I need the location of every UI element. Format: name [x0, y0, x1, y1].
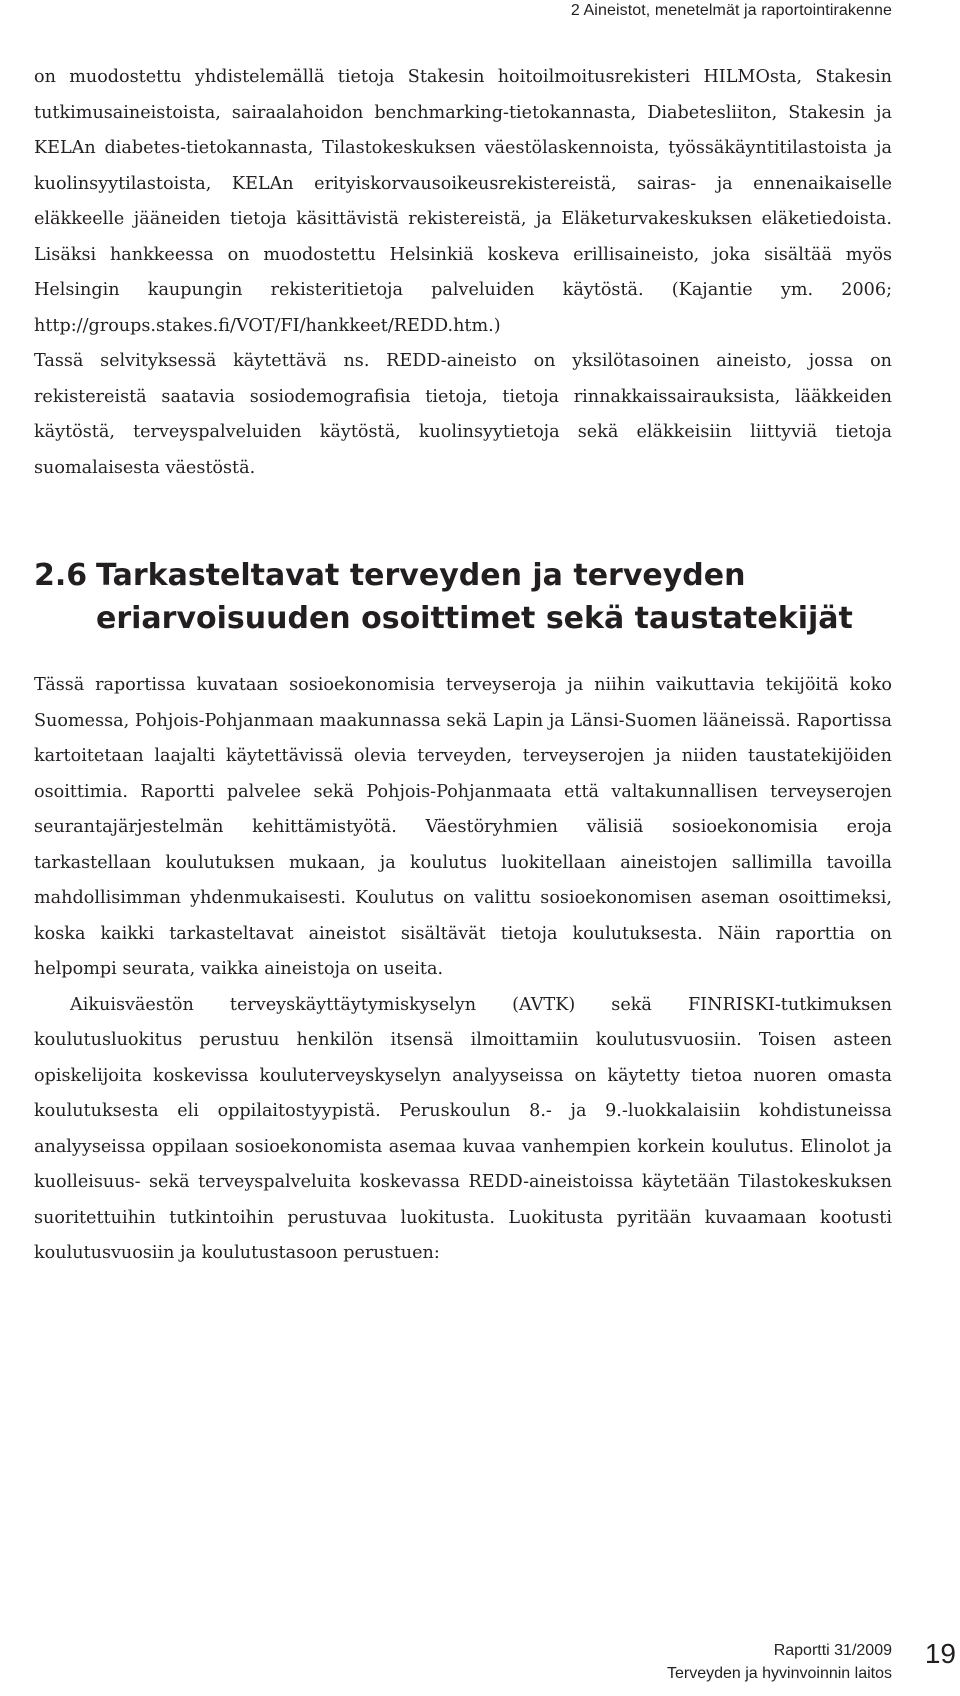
continued-text — [34, 60, 892, 486]
running-header: 2 Aineistot, menetelmät ja raportointirakenne — [570, 2, 892, 19]
section-heading — [34, 554, 892, 640]
page-number: 19 — [924, 1638, 956, 1669]
paragraph: Aikuisväestön terveyskäyttäytymiskyselyn (AVTK) sekä FINRISKI-tutkimuksen koulutusluokitus perustuu henkilön itsensä ilmoittamiin koulutusvuosiin. Toisen asteen opiskelijoita koskevissa kouluterveyskyselyn analyyseissa on käytetty tietoa nuoren omasta koulutuksesta eli oppilaitostyypistä. Peruskoulun 8.- ja 9.-luokkalaisiin kohdistuneissa analyyseissa oppilaan sosioekonomista asemaa kuvaa vanhempien korkein koulutus. Elinolot ja kuolleisuus- sekä terveyspalveluita koskevassa REDD-aineistoissa käytetään Tilastokeskuksen suoritettuihin tutkintoihin perustuvaa luokitusta. Luokitusta pyritään kuvaamaan kootusti koulutusvuosiin ja koulutustasoon perustuen: — [34, 994, 892, 1263]
paragraph: on muodostettu yhdistelemällä tietoja Stakesin hoitoilmoitusrekisteri HILMOsta, Stakesin tutkimusaineistoista, sairaalahoidon benchmarking-tietokannasta, Diabetesliiton, Stakesin ja KELAn diabetes-tietokannasta, Tilastokeskuksen väestölaskennoista, työssäkäyntitilastoista ja kuolinsyytilastoista, KELAn erityiskorvausoikeusrekistereistä, sairas- ja ennenaikaiselle eläkkeelle jääneiden tietoja käsittävistä rekistereistä, ja Eläketurvakeskuksen eläketiedoista. Lisäksi hankkeessa on muodostettu Helsinkiä koskeva erillisaineisto, joka sisältää myös Helsingin kaupungin rekisteritietoja palveluiden käytöstä. (Kajantie ym. 2006; http://groups.stakes.fi/VOT/FI/hankkeet/REDD.htm.) — [34, 67, 892, 336]
paragraph: Tassä selvityksessä käytettävä ns. REDD-aineisto on yksilötasoinen aineisto, jossa on rekistereistä saatavia sosiodemografisia tietoja, tietoja rinnakkaissairauksista, lääkkeiden käytöstä, terveyspalveluiden käytöstä, kuolinsyytietoja sekä eläkkeisiin liittyviä tietoja suomalaisesta väestöstä. — [34, 351, 892, 478]
report-number: Raportti 31/2009 — [773, 1642, 892, 1659]
page-footer — [667, 1639, 892, 1685]
paragraph: Tässä raportissa kuvataan sosioekonomisia terveyseroja ja niihin vaikuttavia tekijöitä koko Suomessa, Pohjois-Pohjanmaan maakunnassa sekä Lapin ja Länsi-Suomen lääneissä. Raportissa kartoitetaan laajalti käytettävissä olevia terveyden, terveyserojen ja niiden taustatekijöiden osoittimia. Raportti palvelee sekä Pohjois-Pohjanmaata että valtakunnallisen terveyserojen seurantajärjestelmän kehittämistyötä. Väestöryhmien välisiä sosioekonomisia eroja tarkastellaan koulutuksen mukaan, ja koulutus luokitellaan aineistojen sallimilla tavoilla mahdollisimman yhdenmukaisesti. Koulutus on valittu sosioekonomisen aseman osoittimeksi, koska kaikki tarkasteltavat aineistot sisältävät tietoja koulutuksesta. Näin raporttia on helpompi seurata, vaikka aineistoja on useita. — [34, 675, 892, 979]
section-text — [34, 668, 892, 1272]
publisher-name: Terveyden ja hyvinvoinnin laitos — [666, 1665, 892, 1682]
section-number: 2.6 — [34, 558, 88, 593]
section-title: Tarkasteltavat terveyden ja terveyden eriarvoisuuden osoittimet sekä taustatekijät — [96, 558, 853, 636]
